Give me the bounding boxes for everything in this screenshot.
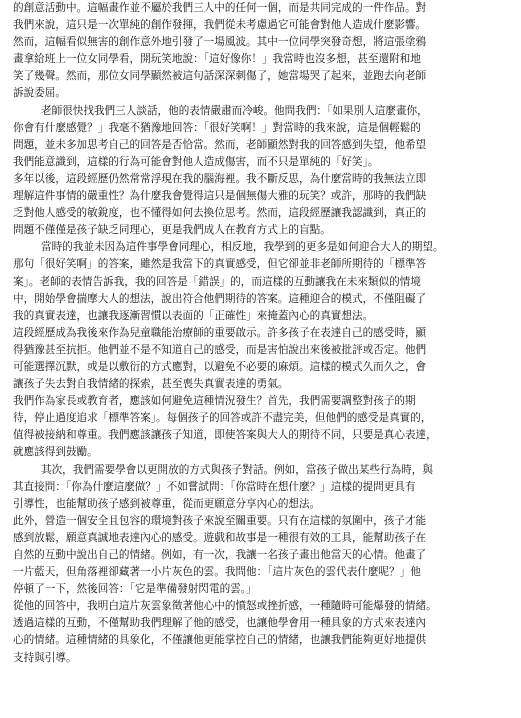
text-line: 從他的回答中，我明白這片灰雲象徵著他心中的憤怒或挫折感，一種隨時可能爆發的情緒。 [13,600,437,613]
text-line: 自然的互動中說出自己的情緒。例如，有一次，我讓一名孩子畫出他當天的心情。他畫了 [13,549,427,561]
text-line: 案」。老師的表情告訴我，我的回答是「錯誤」的，而這樣的互動讓我在未來類似的情境 [13,275,421,288]
text-line: 值得被接納和尊重。我們應該讓孩子知道，即使答案與大人的期待不同，只要是真心表達， [13,429,437,442]
text-line: 我們作為家長或教育者，應該如何避免這種情況發生？首先，我們需要調整對孩子的期 [13,395,416,408]
text-line: 停頓了一下，然後回答：「它是準備發射閃電的雲。」 [13,583,257,596]
text-line: 一片藍天，但角落裡卻藏著一小片灰色的雲。我問他：「這片灰色的雲代表什麼呢？」他 [13,566,421,579]
text-line: 待，停止過度追求「標準答案」。每個孩子的回答或許不盡完美，但他們的感受是真實的， [13,412,432,425]
paragraph [13,393,511,461]
text-line: 這段經歷成為我後來作為兒童職能治療師的重要啟示。許多孩子在表達自己的感受時，顯 [13,326,427,339]
text-line: 可能選擇沉默，或是以敷衍的方式應對，以避免不必要的麻煩。這樣的模式久而久之，會 [13,360,427,373]
text-line: 我的真實表達，也讓我逐漸習慣以表面的「正確性」來掩蓋內心的真實想法。 [13,309,374,322]
paragraph [13,171,511,239]
document-body [13,0,511,667]
text-line: 乏對他人感受的敏銳度，也不懂得如何去換位思考。然而，這段經歷讓我認識到，真正的 [13,207,427,220]
text-line: 透過這樣的互動，不僅幫助我們理解了他的感受，也讓他學會用一種具象的方式來表達內 [13,617,427,630]
paragraph [13,103,511,171]
text-line: 當時的我並未因為這件事學會同理心，相反地，我學到的更多是如何迎合大人的期望。 [41,241,444,254]
text-line: 引導性，也能幫助孩子感到被尊重，從而更願意分享內心的想法。 [13,497,321,510]
page-edge [2,0,4,718]
paragraph [13,462,511,513]
text-line: 然而，這幅看似無害的創作意外地引發了一場風波。其中一位同學突發奇想，將這張塗鴉 [13,36,427,49]
paragraph [13,0,511,103]
text-line: 心的情緒。這種情緒的具象化，不僅讓他更能掌控自己的情緒，也讓我們能夠更好地提供 [13,634,427,647]
text-line: 訴說委屈。 [13,87,66,100]
paragraph [13,239,511,324]
text-line: 我們來說，這只是一次單純的創作發揮，我們從未考慮過它可能會對他人造成什麼影響。 [13,19,427,32]
text-line: 讓孩子失去對自我情緒的探索，甚至喪失真實表達的勇氣。 [13,378,289,391]
text-line: 其直接問：「你為什麼這麼做？」不如嘗試問：「你當時在想什麼？」這樣的提問更具有 [13,480,416,493]
text-line: 你會有什麼感覺？」我毫不猶豫地回答：「很好笑啊！」對當時的我來說，這是個輕鬆的 [13,121,421,134]
text-line: 畫拿給班上一位女同學看，開玩笑地說：「這好像你！」我當時也沒多想，甚至還附和地 [13,53,421,66]
text-line: 笑了幾聲。然而，那位女同學顯然被這句話深深刺傷了，她當場哭了起來，並跑去向老師 [13,70,427,83]
text-line: 多年以後，這段經歷仍然常常浮現在我的腦海裡。我不斷反思，為什麼當時的我無法立即 [13,172,427,185]
text-line: 就應該得到鼓勵。 [13,446,98,459]
text-line: 問題，並未多加思考自己的回答是否恰當。然而，老師顯然對我的回答感到失望，他希望 [13,138,427,151]
text-line: 支持與引導。 [13,651,77,664]
text-line: 感到放鬆，願意真誠地表達內心的感受。遊戲和故事是一種很有效的工具，能幫助孩子在 [13,531,427,544]
paragraph [13,598,511,666]
text-line: 我們能意識到，這樣的行為可能會對他人造成傷害，而不只是單純的「好笑」。 [13,155,379,168]
paragraph [13,513,511,598]
text-line: 中，開始學會揣摩大人的想法，說出符合他們期待的答案。這種迎合的模式，不僅阻礙了 [13,292,427,305]
paragraph [13,325,511,393]
text-line: 得猶豫甚至抗拒。他們並不是不知道自己的感受，而是害怕說出來後被批評或否定。他們 [13,343,427,356]
text-line: 老師很快找我們三人談話，他的表情嚴肅而冷峻。他問我們：「如果別人這麼畫你， [41,104,428,117]
text-line: 的創意活動中。這幅畫作並不屬於我們三人中的任何一個，而是共同完成的一件作品。對 [13,2,427,14]
text-line: 此外，營造一個安全且包容的環境對孩子來說至關重要。只有在這樣的氛圍中，孩子才能 [13,514,427,527]
text-line: 問題不僅僅是孩子缺乏同理心，更是我們成人在教育方式上的盲點。 [13,224,331,237]
text-line: 那句「很好笑啊」的答案，雖然是我當下的真實感受，但它卻並非老師所期待的「標準答 [13,258,427,271]
text-line: 其次，我們需要學會以更開放的方式與孩子對話。例如，當孩子做出某些行為時，與 [41,463,433,476]
text-line: 理解這件事情的嚴重性？為什麼我會覺得這只是個無傷大雅的玩笑？或許，那時的我們缺 [13,190,427,203]
